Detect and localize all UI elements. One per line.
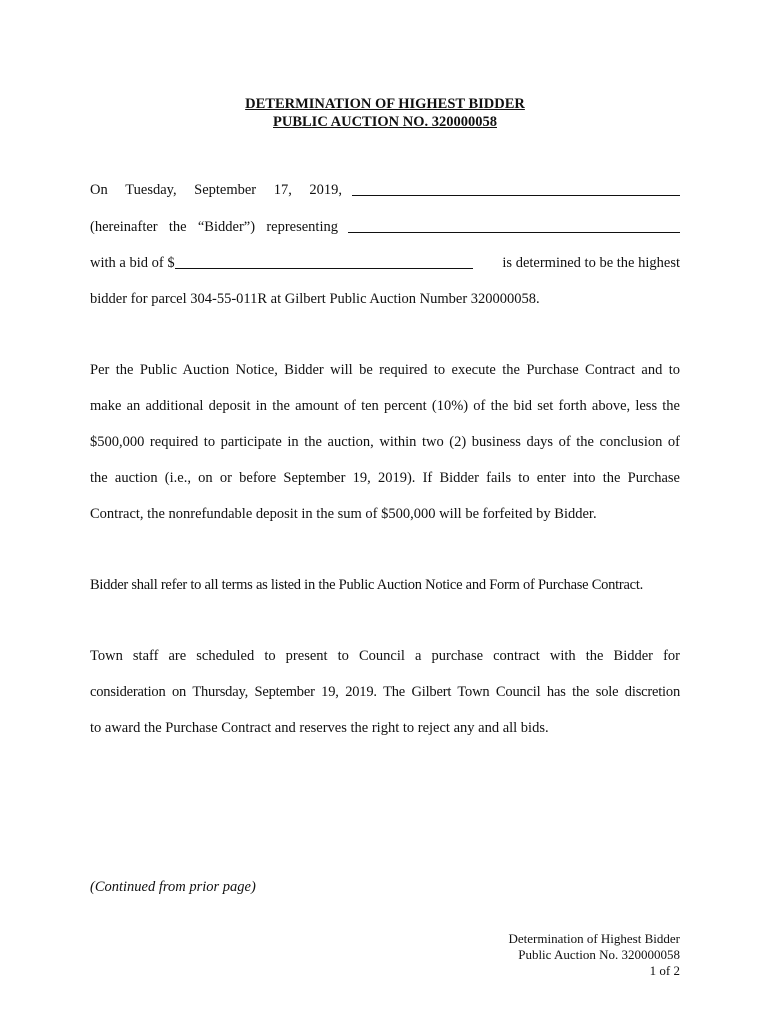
paragraph-line: the auction (i.e., on or before September 19, 2019). If Bidder fails to enter into the Purchase <box>90 470 680 486</box>
paragraph-line: $500,000 required to participate in the auction, within two (2) business days of the conclusion of <box>90 434 680 450</box>
paragraph-line: Per the Public Auction Notice, Bidder will be required to execute the Purchase Contract and to <box>90 362 680 378</box>
parcel-line: bidder for parcel 304-55-011R at Gilbert Public Auction Number 320000058. <box>90 291 540 307</box>
date-line <box>90 181 680 199</box>
paragraph-line: consideration on Thursday, September 19, 2019. The Gilbert Town Council has the sole discretion <box>90 684 680 700</box>
word: (hereinafter <box>90 219 158 235</box>
word: representing <box>266 219 338 235</box>
word: “Bidder”) <box>197 219 256 235</box>
word: Tuesday, <box>125 182 177 198</box>
representing-line <box>90 218 680 236</box>
word: September <box>194 182 257 198</box>
date-label <box>90 181 342 199</box>
paragraph-line: to award the Purchase Contract and reserves the right to reject any and all bids. <box>90 720 549 736</box>
document-title: DETERMINATION OF HIGHEST BIDDER <box>245 96 525 112</box>
footer-title: Determination of Highest Bidder <box>508 931 680 946</box>
word: the <box>168 219 187 235</box>
representing-label <box>90 218 338 236</box>
footer-auction-number: Public Auction No. 320000058 <box>518 947 680 962</box>
paragraph-line: Town staff are scheduled to present to Council a purchase contract with the Bidder for <box>90 648 680 664</box>
bidder-name-blank[interactable] <box>352 181 680 196</box>
bid-line <box>90 254 680 272</box>
paragraph-line: make an additional deposit in the amount of ten percent (10%) of the bid set forth above, less the <box>90 398 680 414</box>
document-subtitle: PUBLIC AUCTION NO. 320000058 <box>273 114 497 130</box>
representing-blank[interactable] <box>348 218 680 233</box>
bid-amount-blank[interactable] <box>175 254 473 269</box>
paragraph-line: Bidder shall refer to all terms as listed in the Public Auction Notice and Form of Purchase Contract. <box>90 577 644 593</box>
footer-page-number: 1 of 2 <box>649 963 680 978</box>
paragraph-line: Contract, the nonrefundable deposit in the sum of $500,000 will be forfeited by Bidder. <box>90 506 597 522</box>
bid-prefix: with a bid of $ <box>90 255 175 271</box>
word: On <box>90 182 108 198</box>
bid-amount-group <box>90 254 473 272</box>
word: 2019, <box>309 182 342 198</box>
bid-suffix: is determined to be the highest <box>502 255 680 271</box>
word: 17, <box>273 182 292 198</box>
continued-note: (Continued from prior page) <box>90 879 256 895</box>
